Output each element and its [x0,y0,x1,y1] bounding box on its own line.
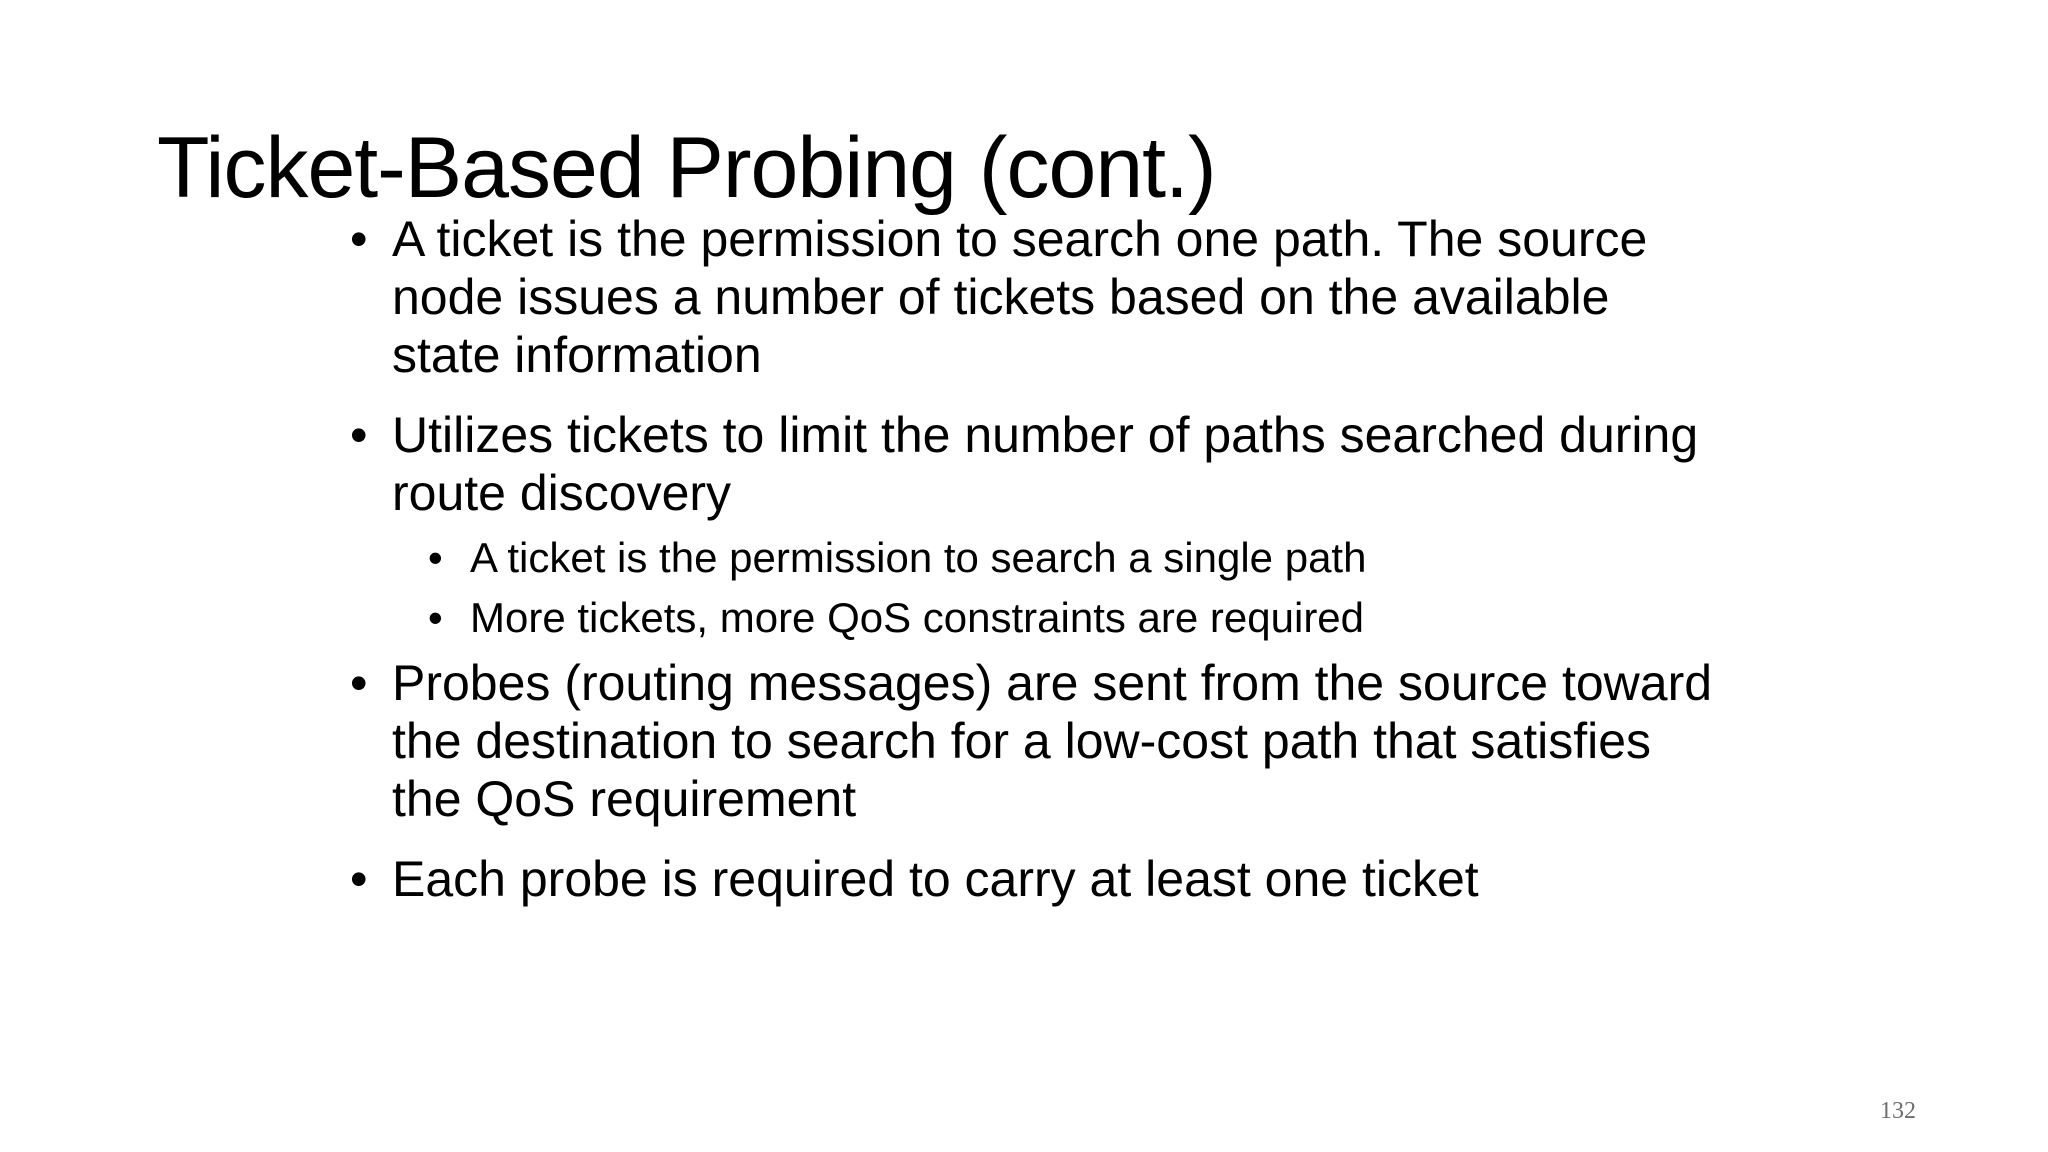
sub-bullet-dot-icon: • [428,534,443,581]
bullet-list [350,210,1730,930]
sub-bullet-text: More tickets, more QoS constraints are required [470,594,1365,641]
bullet-text: Each probe is required to carry at least one ticket [392,851,1479,907]
bullet-dot-icon: • [350,655,368,711]
bullet-item [350,850,1730,908]
sub-bullet-dot-icon: • [428,594,443,641]
bullet-dot-icon: • [350,211,368,267]
bullet-dot-icon: • [350,851,368,907]
bullet-dot-icon: • [350,407,368,463]
bullet-item [350,654,1730,828]
bullet-text: Probes (routing messages) are sent from the source toward the destination to search for a low-cost path that satisfies the QoS requirement [392,655,1713,827]
sub-bullet-item [428,528,1730,588]
slide-title: Ticket-Based Probing (cont.) [157,120,1216,216]
bullet-text: Utilizes tickets to limit the number of paths searched during route discovery [392,407,1699,521]
bullet-item [350,210,1730,384]
bullet-item [350,406,1730,648]
bullet-text: A ticket is the permission to search one path. The source node issues a number of tickets based on the available state information [392,211,1648,383]
page-number: 132 [1880,1098,1916,1124]
sub-bullet-item [428,588,1730,648]
sub-bullet-list [392,528,1730,648]
sub-bullet-text: A ticket is the permission to search a single path [470,534,1367,581]
